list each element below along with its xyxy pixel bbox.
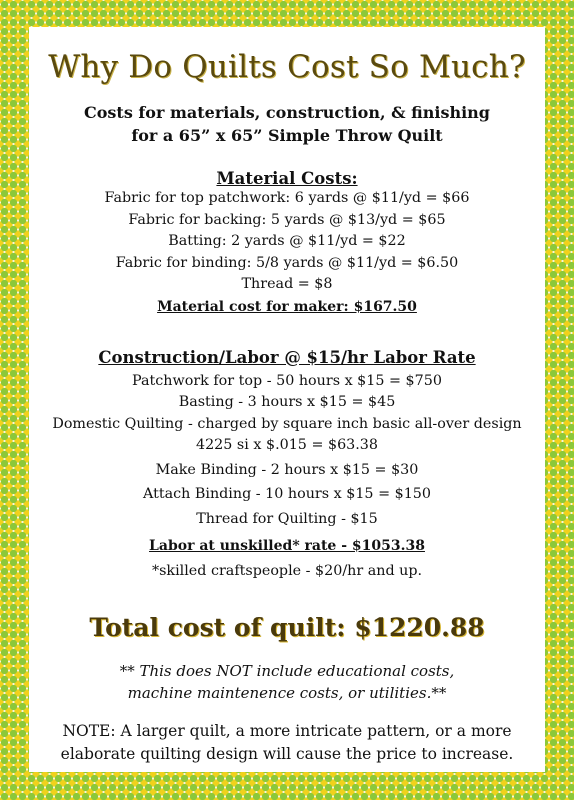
note-line-1: NOTE: A larger quilt, a more intricate pattern, or a more [62,721,512,740]
grand-total: Total cost of quilt: $1220.88 [89,612,485,642]
labor-footnote: *skilled craftspeople - $20/hr and up. [151,563,423,579]
material-item: Fabric for top patchwork: 6 yards @ $11/yd = $66 [104,190,470,206]
material-item: Fabric for backing: 5 yards @ $13/yd = $65 [128,211,446,228]
subtitle-line-1: Costs for materials, construction, & finishing [84,103,490,122]
subtitle-line-2 [29,124,545,147]
labor-heading: Construction/Labor @ $15/hr Labor Rate [98,347,476,367]
labor-item: Attach Binding - 10 hours x $15 = $150 [143,486,431,502]
page-title: Why Do Quilts Cost So Much? [48,49,526,85]
subtitle-simple: Simple [268,126,331,145]
labor-item: Thread for Quilting - $15 [196,510,378,527]
note-line-2: elaborate quilting design will cause the price to increase. [60,744,514,763]
subtitle-prefix: for a 65” x 65” [131,126,268,145]
material-costs-section [29,147,545,318]
labor-item: 4225 si x $.015 = $63.38 [195,437,378,453]
subtitle [29,101,545,147]
labor-item: Basting - 3 hours x $15 = $45 [178,394,396,410]
material-costs-heading: Material Costs: [216,169,358,188]
labor-item: Domestic Quilting - charged by square inch basic all-over design [52,415,522,432]
material-item: Fabric for binding: 5/8 yards @ $11/yd = $6.50 [115,254,459,271]
material-total: Material cost for maker: $167.50 [157,298,417,315]
note [29,720,545,766]
subtitle-suffix: Throw Quilt [330,126,443,145]
labor-item: Make Binding - 2 hours x $15 = $30 [155,461,419,478]
material-item: Thread = $8 [241,276,333,292]
disclaimer [29,660,545,704]
labor-total: Labor at unskilled* rate - $1053.38 [149,538,425,554]
labor-section [29,326,545,583]
disclaimer-line-1: ** This does NOT include educational costs, [119,661,455,680]
labor-item: Patchwork for top - 50 hours x $15 = $750 [132,372,442,389]
material-item: Batting: 2 yards @ $11/yd = $22 [168,233,406,249]
quilt-cost-card [29,27,545,772]
disclaimer-line-2: machine maintenence costs, or utilities.** [127,683,447,702]
